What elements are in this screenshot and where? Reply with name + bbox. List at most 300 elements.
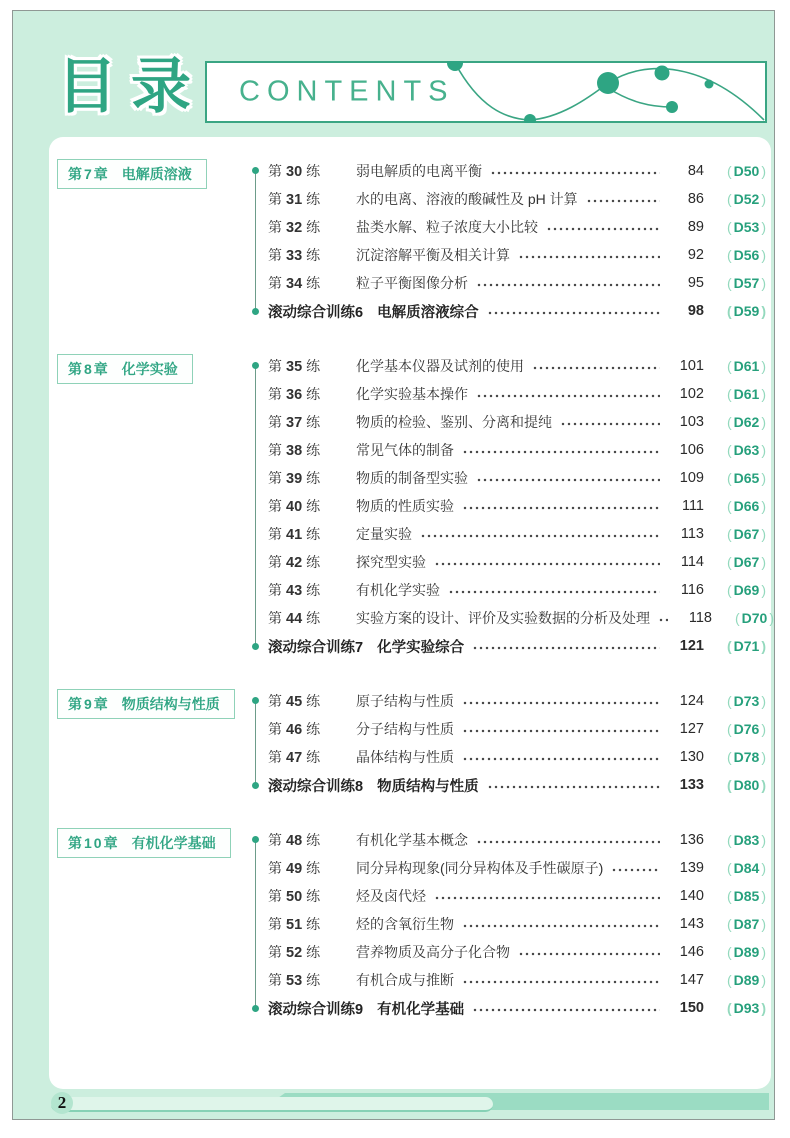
entry-code <box>708 358 766 374</box>
chapter-label <box>57 689 235 719</box>
entry-number: 51 <box>286 917 303 933</box>
entry-suffix: 练 <box>306 275 321 291</box>
entry-label <box>268 970 346 990</box>
entry-page: 150 <box>679 1000 704 1016</box>
toc-entry <box>268 632 766 660</box>
detail-code: D50 <box>733 163 760 179</box>
entry-title: 物质的制备型实验 <box>356 470 468 486</box>
toc-entry <box>268 520 766 548</box>
entry-number: 45 <box>286 694 303 710</box>
entry-code <box>708 693 766 709</box>
entry-page: 127 <box>679 721 704 737</box>
dot-leader-icon <box>434 894 660 901</box>
entry-title: 有机化学实验 <box>356 582 440 598</box>
toc-entry <box>268 157 766 185</box>
entry-label <box>268 217 346 237</box>
entry-page: 95 <box>687 275 704 291</box>
entry-label <box>268 914 346 934</box>
chapter-column <box>49 826 268 1022</box>
entry-label: 滚动综合训练9 <box>268 1001 364 1018</box>
dot-leader-icon <box>518 950 660 957</box>
dot-leader-icon <box>434 560 660 567</box>
detail-code: D61 <box>733 358 760 374</box>
entry-number: 50 <box>286 889 303 905</box>
entry-suffix: 练 <box>306 386 321 402</box>
entry-title: 有机合成与推断 <box>356 972 454 988</box>
entry-suffix: 练 <box>306 526 321 542</box>
entry-page: 130 <box>679 749 704 765</box>
entry-page: 101 <box>679 358 704 374</box>
entry-prefix: 第 <box>268 610 282 626</box>
paren-close: ) <box>761 944 766 960</box>
paren-open: ( <box>726 972 732 988</box>
chapter-label <box>57 159 207 189</box>
detail-code: D80 <box>733 776 760 793</box>
dot-leader-icon <box>476 476 660 483</box>
entry-label: 滚动综合训练6 <box>268 304 364 321</box>
entry-label <box>268 608 346 628</box>
paren-open: ( <box>726 693 732 709</box>
detail-code: D56 <box>733 247 760 263</box>
paren-open: ( <box>726 358 732 374</box>
entry-prefix: 第 <box>268 582 282 598</box>
paren-open: ( <box>726 637 732 654</box>
entry-suffix: 练 <box>306 582 321 598</box>
paren-open: ( <box>726 414 732 430</box>
paren-open: ( <box>726 219 732 235</box>
dot-leader-icon <box>487 783 660 790</box>
paren-open: ( <box>726 191 732 207</box>
entry-title: 化学实验综合 <box>377 639 465 656</box>
toc-entry <box>268 464 766 492</box>
entry-title: 晶体结构与性质 <box>356 749 454 765</box>
entry-prefix: 第 <box>268 860 282 876</box>
section-rail <box>255 366 256 646</box>
entry-number: 35 <box>286 359 303 375</box>
entry-code <box>708 832 766 848</box>
entry-code <box>708 275 766 291</box>
entry-page: 111 <box>681 498 704 514</box>
paren-close: ) <box>761 693 766 709</box>
entry-suffix: 练 <box>306 498 321 514</box>
toc-entry <box>268 910 766 938</box>
entry-number: 43 <box>286 583 303 599</box>
entry-label <box>268 245 346 265</box>
entry-title: 化学基本仪器及试剂的使用 <box>356 358 524 374</box>
detail-code: D89 <box>733 944 760 960</box>
chapter-number: 第8章 <box>68 361 110 377</box>
entry-code <box>708 191 766 207</box>
paren-close: ) <box>761 442 766 458</box>
entry-suffix: 练 <box>306 832 321 848</box>
entry-code <box>716 610 774 626</box>
entry-code <box>708 470 766 486</box>
entry-title: 常见气体的制备 <box>356 442 454 458</box>
entry-label: 滚动综合训练8 <box>268 778 364 795</box>
entry-code <box>708 860 766 876</box>
paren-close: ) <box>761 247 766 263</box>
paren-open: ( <box>726 888 732 904</box>
page-footer <box>13 1089 774 1119</box>
dot-leader-icon <box>546 225 660 232</box>
entry-page: 114 <box>680 554 704 570</box>
paren-open: ( <box>726 832 732 848</box>
toc-entry <box>268 269 766 297</box>
toc-entry <box>268 185 766 213</box>
entry-title: 营养物质及高分子化合物 <box>356 944 510 960</box>
chapter-number: 第7章 <box>68 166 110 182</box>
toc-entry <box>268 966 766 994</box>
detail-code: D57 <box>733 275 760 291</box>
entry-number: 41 <box>286 527 303 543</box>
chapter-column <box>49 687 268 799</box>
toc-section <box>49 352 774 660</box>
paren-open: ( <box>726 999 732 1016</box>
toc-entry <box>268 994 766 1022</box>
dot-leader-icon <box>560 420 660 427</box>
entry-title: 有机化学基本概念 <box>356 832 468 848</box>
entry-number: 33 <box>286 248 303 264</box>
entry-suffix: 练 <box>306 470 321 486</box>
entry-label <box>268 273 346 293</box>
entry-label <box>268 524 346 544</box>
entry-page: 84 <box>687 163 704 179</box>
dot-leader-icon <box>518 253 660 260</box>
entry-title: 弱电解质的电离平衡 <box>356 163 482 179</box>
entry-suffix: 练 <box>306 944 321 960</box>
dot-leader-icon <box>472 1006 660 1013</box>
paren-open: ( <box>726 275 732 291</box>
entry-suffix: 练 <box>306 888 321 904</box>
chapter-name: 电解质溶液 <box>121 166 192 182</box>
entry-label <box>268 580 346 600</box>
entry-label <box>268 496 346 516</box>
contents-title: CONTENTS <box>239 75 455 108</box>
entry-suffix: 练 <box>306 414 321 430</box>
toc-entry <box>268 854 766 882</box>
entry-title: 探究型实验 <box>356 554 426 570</box>
section-entries <box>268 687 766 799</box>
entry-prefix: 第 <box>268 832 282 848</box>
entry-code <box>708 638 766 655</box>
toc-section <box>49 157 766 325</box>
entry-prefix: 第 <box>268 386 282 402</box>
detail-code: D84 <box>733 860 760 876</box>
dot-leader-icon <box>476 838 660 845</box>
entry-number: 36 <box>286 387 303 403</box>
toc-entry <box>268 241 766 269</box>
chapter-name: 有机化学基础 <box>131 835 216 851</box>
detail-code: D71 <box>733 637 760 654</box>
entry-label <box>268 412 346 432</box>
section-entries <box>268 352 774 660</box>
chapter-column <box>49 352 268 660</box>
paren-open: ( <box>726 498 732 514</box>
paren-open: ( <box>726 554 732 570</box>
entry-suffix: 练 <box>306 860 321 876</box>
entry-suffix: 练 <box>306 916 321 932</box>
section-entries <box>268 157 766 325</box>
entry-number: 49 <box>286 861 303 877</box>
detail-code: D52 <box>733 191 760 207</box>
entry-prefix: 第 <box>268 888 282 904</box>
entry-page: 118 <box>688 610 712 626</box>
entry-code <box>708 944 766 960</box>
paren-close: ) <box>761 191 766 207</box>
toc-entry <box>268 743 766 771</box>
paren-close: ) <box>761 163 766 179</box>
entry-page: 109 <box>679 470 704 486</box>
entry-page: 103 <box>679 414 704 430</box>
paren-close: ) <box>761 554 766 570</box>
entry-suffix: 练 <box>306 219 321 235</box>
section-rail <box>255 701 256 785</box>
detail-code: D70 <box>741 610 768 626</box>
paren-open: ( <box>726 526 732 542</box>
entry-prefix: 第 <box>268 749 282 765</box>
paren-close: ) <box>761 860 766 876</box>
entry-prefix: 第 <box>268 498 282 514</box>
paren-open: ( <box>726 247 732 263</box>
entry-title: 定量实验 <box>356 526 412 542</box>
dot-leader-icon <box>462 727 660 734</box>
entry-prefix: 第 <box>268 554 282 570</box>
paren-close: ) <box>761 386 766 402</box>
entry-label <box>268 468 346 488</box>
entry-code <box>708 163 766 179</box>
entry-label <box>268 691 346 711</box>
paren-close: ) <box>761 275 766 291</box>
paren-open: ( <box>726 386 732 402</box>
entry-prefix: 第 <box>268 275 282 291</box>
paren-open: ( <box>726 163 732 179</box>
toc-sections <box>49 137 774 1022</box>
entry-code <box>708 972 766 988</box>
entry-code <box>708 554 766 570</box>
chapter-label <box>57 828 231 858</box>
detail-code: D89 <box>733 972 760 988</box>
paren-open: ( <box>726 860 732 876</box>
entry-page: 86 <box>687 191 704 207</box>
entry-code <box>708 498 766 514</box>
toc-entry <box>268 548 766 576</box>
toc-panel <box>49 137 774 1089</box>
dot-leader-icon <box>462 922 660 929</box>
entry-number: 30 <box>286 164 303 180</box>
dot-leader-icon <box>462 448 660 455</box>
entry-prefix: 第 <box>268 358 282 374</box>
dot-leader-icon <box>476 281 660 288</box>
entry-number: 37 <box>286 415 303 431</box>
entry-prefix: 第 <box>268 219 282 235</box>
entry-code <box>708 582 766 598</box>
entry-number: 31 <box>286 192 303 208</box>
entry-label <box>268 886 346 906</box>
toc-entry <box>268 380 766 408</box>
entry-code <box>708 303 766 320</box>
entry-label <box>268 858 346 878</box>
entry-title: 粒子平衡图像分析 <box>356 275 468 291</box>
dot-leader-icon <box>462 978 660 985</box>
entry-number: 38 <box>286 443 303 459</box>
toc-entry <box>268 297 766 325</box>
entry-label <box>268 161 346 181</box>
entry-prefix: 第 <box>268 721 282 737</box>
entry-label <box>268 189 346 209</box>
page-background <box>12 10 775 1120</box>
entry-title: 同分异构现象(同分异构体及手性碳原子) <box>356 860 604 876</box>
entry-title: 原子结构与性质 <box>356 693 454 709</box>
dot-leader-icon <box>420 532 660 539</box>
entry-title: 化学实验基本操作 <box>356 386 468 402</box>
dot-leader-icon <box>476 392 660 399</box>
entry-number: 44 <box>286 611 303 627</box>
paren-close: ) <box>761 916 766 932</box>
entry-prefix: 第 <box>268 442 282 458</box>
entry-code <box>708 442 766 458</box>
entry-page: 121 <box>679 638 704 654</box>
entry-prefix: 第 <box>268 414 282 430</box>
chapter-name: 化学实验 <box>121 361 178 377</box>
entry-title: 水的电离、溶液的酸碱性及 pH 计算 <box>356 191 578 207</box>
paren-close: ) <box>761 972 766 988</box>
entry-number: 40 <box>286 499 303 515</box>
section-entries <box>268 826 766 1022</box>
entry-title: 分子结构与性质 <box>356 721 454 737</box>
entry-code <box>708 247 766 263</box>
entry-number: 53 <box>286 973 303 989</box>
entry-suffix: 练 <box>306 693 321 709</box>
dot-leader-icon <box>448 588 660 595</box>
entry-suffix: 练 <box>306 721 321 737</box>
detail-code: D85 <box>733 888 760 904</box>
entry-suffix: 练 <box>306 610 321 626</box>
paren-close: ) <box>761 888 766 904</box>
section-rail <box>255 840 256 1008</box>
entry-suffix: 练 <box>306 191 321 207</box>
entry-suffix: 练 <box>306 749 321 765</box>
paren-open: ( <box>726 470 732 486</box>
entry-code <box>708 777 766 794</box>
detail-code: D69 <box>733 582 760 598</box>
entry-code <box>708 219 766 235</box>
entry-suffix: 练 <box>306 247 321 263</box>
entry-prefix: 第 <box>268 916 282 932</box>
entry-title: 有机化学基础 <box>377 1001 465 1018</box>
dot-leader-icon <box>586 197 660 204</box>
toc-entry <box>268 213 766 241</box>
detail-code: D93 <box>733 999 760 1016</box>
paren-open: ( <box>726 749 732 765</box>
toc-entry <box>268 938 766 966</box>
paren-open: ( <box>726 916 732 932</box>
detail-code: D53 <box>733 219 760 235</box>
chapter-column <box>49 157 268 325</box>
entry-label <box>268 719 346 739</box>
entry-suffix: 练 <box>306 972 321 988</box>
footer-band-light <box>51 1097 493 1112</box>
entry-number: 48 <box>286 833 303 849</box>
paren-open: ( <box>726 582 732 598</box>
entry-number: 32 <box>286 220 303 236</box>
detail-code: D59 <box>733 302 760 319</box>
paren-close: ) <box>761 582 766 598</box>
entry-number: 46 <box>286 722 303 738</box>
detail-code: D65 <box>733 470 760 486</box>
paren-open: ( <box>726 776 732 793</box>
paren-open: ( <box>726 302 732 319</box>
page-title-chinese: 目录 <box>57 53 205 120</box>
detail-code: D62 <box>733 414 760 430</box>
entry-prefix: 第 <box>268 693 282 709</box>
dot-leader-icon <box>490 169 660 176</box>
entry-label <box>268 356 346 376</box>
toc-entry <box>268 826 766 854</box>
paren-close: ) <box>761 721 766 737</box>
paren-close: ) <box>761 776 766 793</box>
entry-prefix: 第 <box>268 526 282 542</box>
entry-title: 烃及卤代烃 <box>356 888 426 904</box>
detail-code: D61 <box>733 386 760 402</box>
entry-code <box>708 414 766 430</box>
paren-close: ) <box>761 302 766 319</box>
section-rail <box>255 171 256 311</box>
paren-close: ) <box>761 358 766 374</box>
entry-code <box>708 916 766 932</box>
entry-title: 物质结构与性质 <box>377 778 479 795</box>
entry-page: 106 <box>679 442 704 458</box>
dot-leader-icon <box>658 616 668 623</box>
chapter-number: 第9章 <box>68 696 110 712</box>
detail-code: D87 <box>733 916 760 932</box>
entry-page: 116 <box>680 582 704 598</box>
paren-open: ( <box>726 944 732 960</box>
entry-page: 102 <box>679 386 704 402</box>
entry-code <box>708 1000 766 1017</box>
paren-close: ) <box>761 470 766 486</box>
page-number: 2 <box>57 1093 67 1112</box>
chapter-label <box>57 354 193 384</box>
chapter-name: 物质结构与性质 <box>121 696 220 712</box>
entry-prefix: 第 <box>268 944 282 960</box>
paren-close: ) <box>761 637 766 654</box>
entry-suffix: 练 <box>306 442 321 458</box>
entry-title: 烃的含氧衍生物 <box>356 916 454 932</box>
page-number-badge <box>51 1092 73 1114</box>
entry-prefix: 第 <box>268 247 282 263</box>
entry-code <box>708 386 766 402</box>
entry-page: 140 <box>679 888 704 904</box>
toc-entry <box>268 352 766 380</box>
toc-entry <box>268 576 766 604</box>
toc-entry <box>268 715 766 743</box>
entry-page: 92 <box>687 247 704 263</box>
toc-entry <box>268 492 766 520</box>
entry-prefix: 第 <box>268 470 282 486</box>
entry-number: 39 <box>286 471 303 487</box>
entry-title: 沉淀溶解平衡及相关计算 <box>356 247 510 263</box>
entry-page: 143 <box>679 916 704 932</box>
entry-label <box>268 384 346 404</box>
entry-title: 物质的性质实验 <box>356 498 454 514</box>
paren-close: ) <box>761 999 766 1016</box>
chapter-number: 第10章 <box>68 835 120 851</box>
contents-header-box <box>205 61 767 123</box>
entry-title: 盐类水解、粒子浓度大小比较 <box>356 219 538 235</box>
detail-code: D78 <box>733 749 760 765</box>
entry-page: 89 <box>687 219 704 235</box>
entry-page: 136 <box>679 832 704 848</box>
